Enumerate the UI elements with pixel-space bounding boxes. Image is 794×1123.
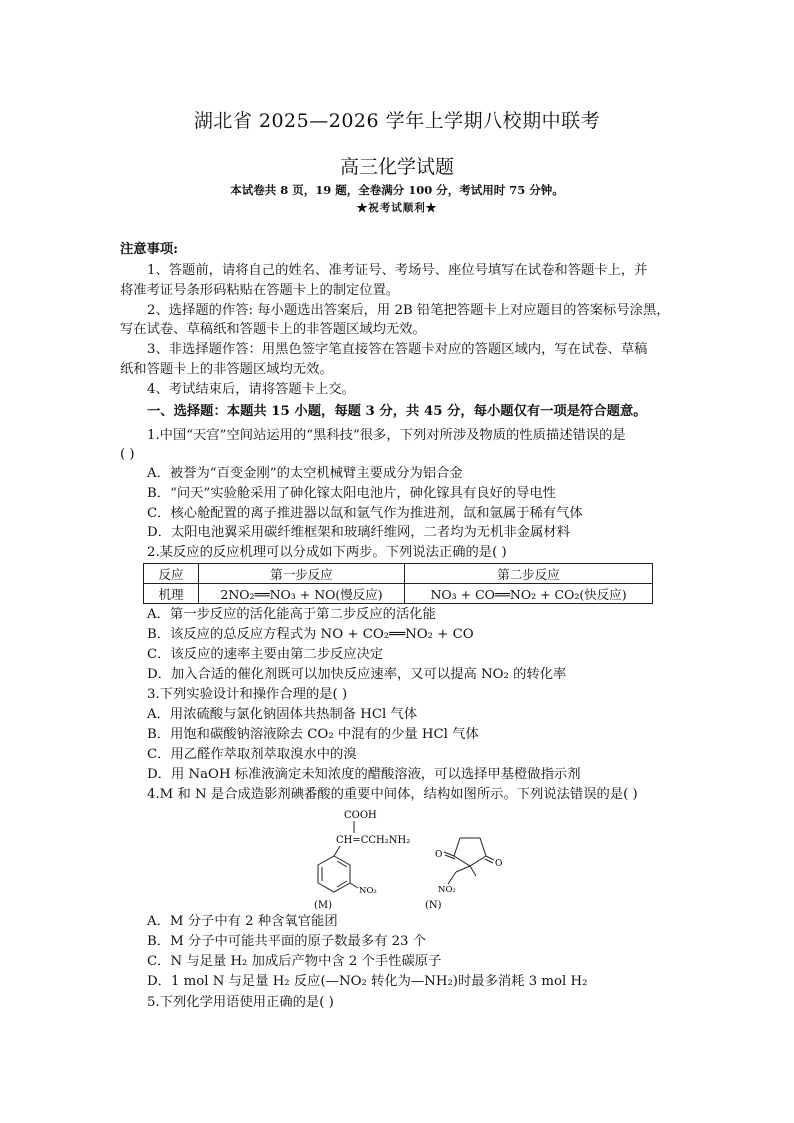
exam-title: 湖北省 2025—2026 学年上学期八校期中联考 xyxy=(193,110,601,132)
n-bond xyxy=(486,856,494,860)
q2-stem: 2.某反应的反应机理可以分成如下两步。下列说法正确的是( ) xyxy=(147,545,507,560)
n-bond xyxy=(448,872,456,884)
n-methyl-bond xyxy=(470,866,476,876)
table-header-step1: 第一步反应 xyxy=(199,564,405,584)
q3-option-d: D．用 NaOH 标准液滴定未知浓度的醋酸溶液，可以选择甲基橙做指示剂 xyxy=(147,767,581,782)
n-no2-label: NO₂ xyxy=(438,885,456,895)
q1-option-a: A．被誉为“百变金刚”的太空机械臂主要成分为铝合金 xyxy=(147,466,463,481)
note-3-line-1: 3、非选择题作答：用黑色签字笔直接答在答题卡对应的答题区域内，写在试卷、草稿 xyxy=(147,342,648,357)
m-chain-label: CH=CCH₂NH₂ xyxy=(336,835,411,846)
q3-option-b: B．用饱和碳酸钠溶液除去 CO₂ 中混有的少量 HCl 气体 xyxy=(147,727,479,742)
q1-bracket: ( ) xyxy=(120,447,135,462)
q1-stem: 1.中国“天宫”空间站运用的“黑科技”很多，下列对所涉及物质的性质描述错误的是 xyxy=(147,428,626,443)
table-step2-equation: NO₃ + CO══NO₂ + CO₂(快反应) xyxy=(405,584,653,604)
note-2-line-1: 2、选择题的作答: 每小题选出答案后，用 2B 铅笔把答题卡上对应题目的答案标号涂黑， xyxy=(147,303,670,318)
notes-heading: 注意事项: xyxy=(120,242,179,257)
n-oxygen-right: O xyxy=(495,859,503,869)
q1-option-b: B．“问天”实验舱采用了砷化镓太阳电池片，砷化镓具有良好的导电性 xyxy=(147,486,556,501)
section-heading: 一、选择题：本题共 15 小题，每题 3 分，共 45 分，每小题仅有一项是符合题意。 xyxy=(147,404,647,419)
q4-structure-figure xyxy=(300,806,520,912)
q1-option-c: C．核心舱配置的离子推进器以氙和氩气作为推进剂，氙和氩属于稀有气体 xyxy=(147,506,583,521)
q2-option-d: D．加入合适的催化剂既可以加快反应速率，又可以提高 NO₂ 的转化率 xyxy=(147,667,567,682)
q2-option-b: B．该反应的总反应方程式为 NO + CO₂══NO₂ + CO xyxy=(147,627,474,642)
table-step1-equation: 2NO₂══NO₃ + NO(慢反应) xyxy=(199,584,405,604)
q4-option-c: C．N 与足量 H₂ 加成后产物中含 2 个手性碳原子 xyxy=(147,954,442,969)
q2-option-c: C．该反应的速率主要由第二步反应决定 xyxy=(147,647,384,662)
q4-option-a: A．M 分子中有 2 种含氧官能团 xyxy=(147,914,338,929)
m-bond xyxy=(350,883,358,888)
n-oxygen-left: O xyxy=(435,850,443,860)
q5-stem: 5.下列化学用语使用正确的是( ) xyxy=(147,995,334,1010)
exam-info: 本试卷共 8 页，19 题，全卷满分 100 分，考试用时 75 分钟。 xyxy=(230,183,564,197)
molecule-diagram xyxy=(300,806,520,912)
n-cyclopentane-ring xyxy=(454,838,486,866)
m-cooh-label: COOH xyxy=(344,810,377,821)
note-4: 4、考试结束后，请将答题卡上交。 xyxy=(147,382,355,397)
note-1-line-1: 1、答题前，请将自己的姓名、准考证号、考场号、座位号填写在试卷和答题卡上，并 xyxy=(147,263,648,278)
n-bond xyxy=(485,859,493,863)
q4-option-d: D．1 mol N 与足量 H₂ 反应(—NO₂ 转化为—NH₂)时最多消耗 3 mol H₂ xyxy=(147,974,588,989)
note-2-line-2: 写在试卷、草稿纸和答题卡上的非答题区域均无效。 xyxy=(120,322,426,337)
table-label-mechanism: 机理 xyxy=(144,584,199,604)
m-benzene-ring xyxy=(318,856,350,892)
note-3-line-2: 纸和答题卡上的非答题区域均无效。 xyxy=(120,362,333,377)
reaction-mechanism-table xyxy=(143,563,653,604)
q4-stem: 4.M 和 N 是合成造影剂碘番酸的重要中间体，结构如图所示。下列说法错误的是( ) xyxy=(147,787,638,802)
m-no2-label: NO₂ xyxy=(359,886,377,896)
table-label-reaction: 反应 xyxy=(144,564,199,584)
exam-wish: ★祝考试顺利★ xyxy=(356,202,438,214)
q3-stem: 3.下列实验设计和操作合理的是( ) xyxy=(147,687,348,702)
q1-option-d: D．太阳电池翼采用碳纤维框架和玻璃纤维网，二者均为无机非金属材料 xyxy=(147,525,570,540)
table-header-step2: 第二步反应 xyxy=(405,564,653,584)
n-label: (N) xyxy=(425,900,442,911)
note-1-line-2: 将准考证号条形码粘贴在答题卡上的制定位置。 xyxy=(120,283,400,298)
q3-option-a: A．用浓硫酸与氯化钠固体共热制备 HCl 气体 xyxy=(147,707,418,722)
exam-subject: 高三化学试题 xyxy=(339,156,454,178)
q3-option-c: C．用乙醛作萃取剂萃取溴水中的溴 xyxy=(147,747,357,762)
q4-option-b: B．M 分子中可能共平面的原子数最多有 23 个 xyxy=(147,934,427,949)
n-bond xyxy=(456,866,470,872)
q2-option-a: A．第一步反应的活化能高于第二步反应的活化能 xyxy=(147,607,436,622)
m-bond xyxy=(334,846,340,856)
m-label: (M) xyxy=(314,900,333,911)
